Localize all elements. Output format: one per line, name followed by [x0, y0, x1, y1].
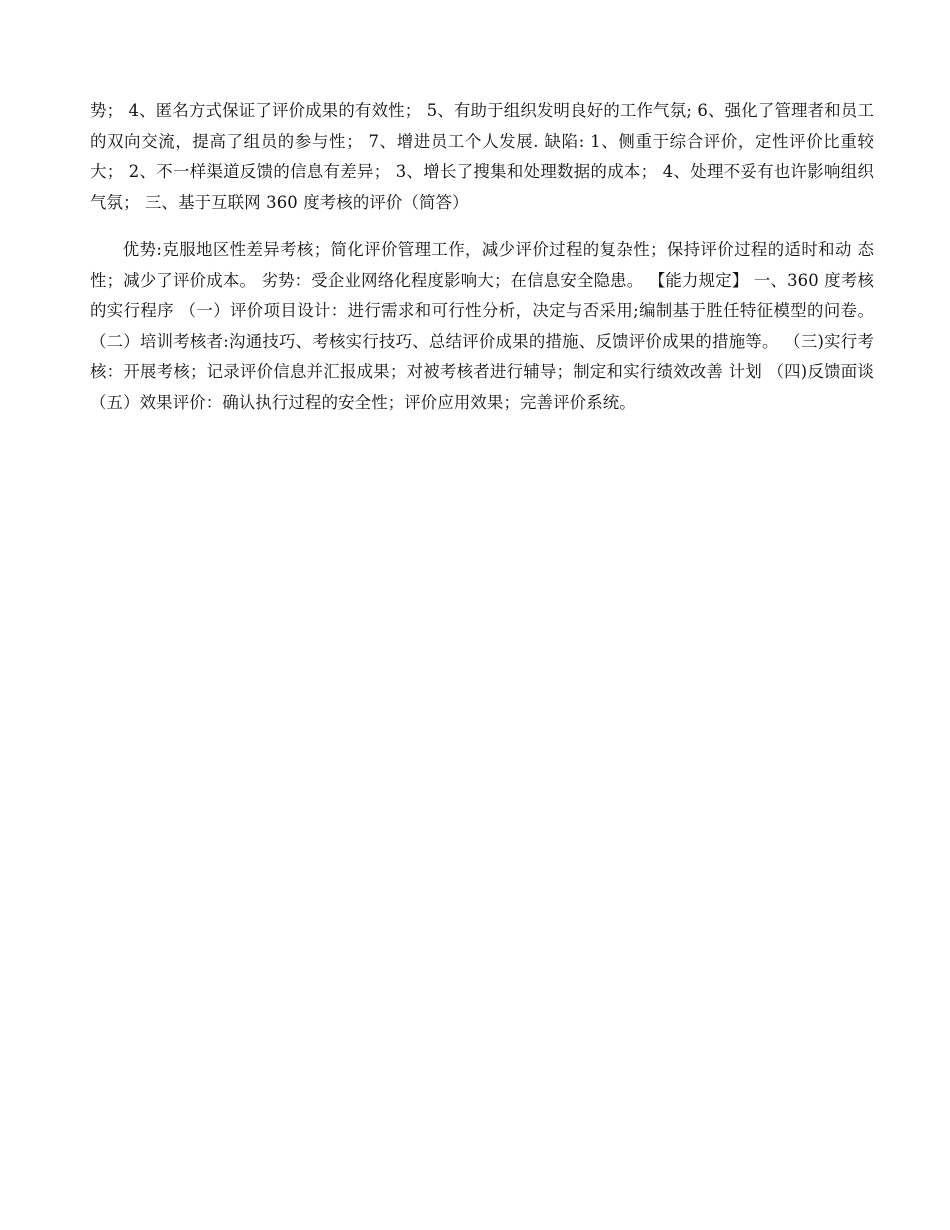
paragraph-online-360-evaluation: 优势:克服地区性差异考核；简化评价管理工作，减少评价过程的复杂性；保持评价过程的适时和动 态性；减少了评价成本。 劣势：受企业网络化程度影响大；在信息安全隐患。 【能力规定】 一、360 度考核的实行程序 （一）评价项目设计：进行需求和可行性分析，决定与否采用;编制基于胜任特征模型的问卷。 （二）培训考核者:沟通技巧、考核实行技巧、总结评价成果的措施、反馈评价成果的措施等。 （三)实行考核：开展考核；记录评价信息并汇报成果；对被考核者进行辅导；制定和实行绩效改善 计划 （四)反馈面谈 （五）效果评价：确认执行过程的安全性；评价应用效果；完善评价系统。 — [90, 240, 874, 412]
document-body — [90, 96, 874, 418]
paragraph-360-feedback-pros-cons: 势； 4、匿名方式保证了评价成果的有效性； 5、有助于组织发明良好的工作气氛; 6、强化了管理者和员工的双向交流，提高了组员的参与性； 7、增进员工个人发展. 缺陷: 1、侧重于综合评价，定性评价比重较大； 2、不一样渠道反馈的信息有差异； 3、增长了搜集和处理数据的成本； 4、处理不妥有也许影响组织气氛； 三、基于互联网 360 度考核的评价（简答） — [90, 101, 874, 212]
